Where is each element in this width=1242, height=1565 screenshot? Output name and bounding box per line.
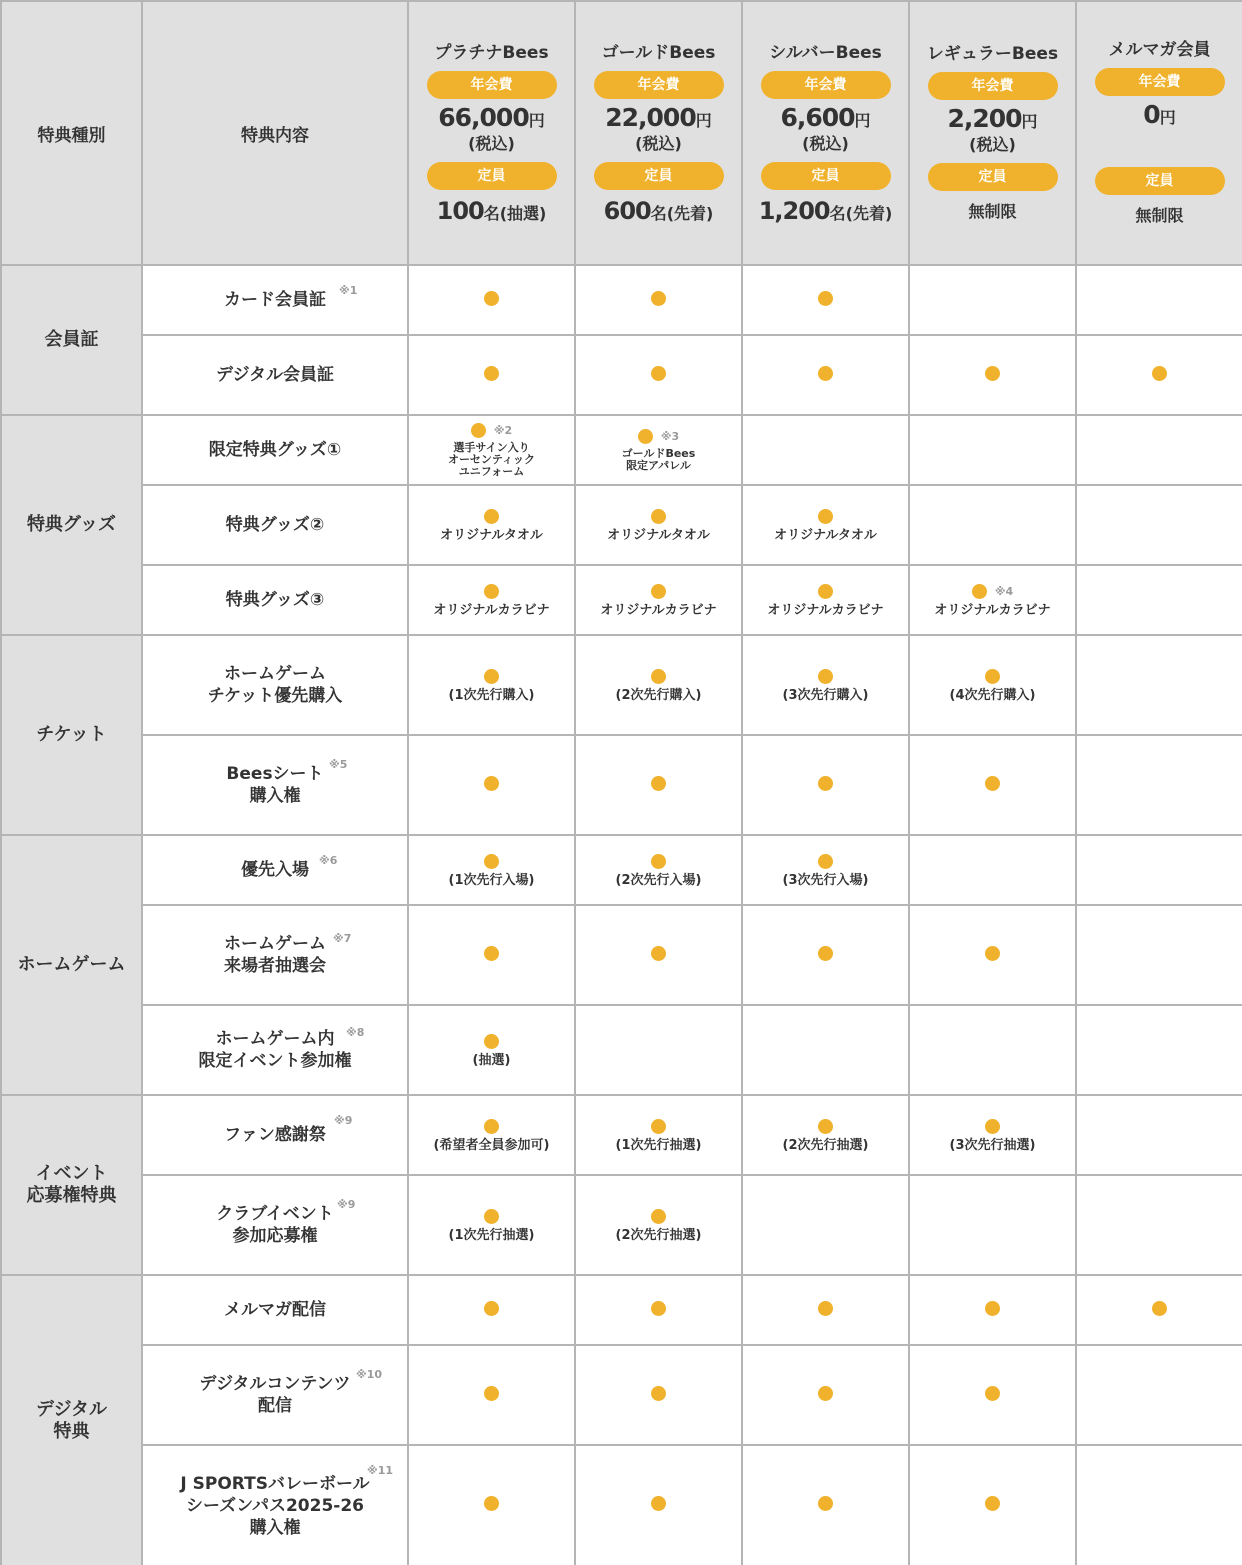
check-dot	[818, 291, 833, 306]
check-dot	[818, 946, 833, 961]
check-dot	[651, 1301, 666, 1316]
check-dot	[484, 291, 499, 306]
benefit-priority-entry: 優先入場 ※6	[142, 835, 408, 905]
check-dot	[484, 366, 499, 381]
check-dot	[484, 946, 499, 961]
plan-gold: ゴールドBees 年会費 22,000円 (税込) 定員 600名(先着)	[575, 1, 742, 265]
check-dot	[818, 584, 833, 599]
check-dot	[972, 584, 987, 599]
fee-pill: 年会費	[427, 71, 557, 99]
benefit-goods2: 特典グッズ②	[142, 485, 408, 565]
plan-platinum: プラチナBees 年会費 66,000円 (税込) 定員 100名(抽選)	[408, 1, 575, 265]
category-home: ホームゲーム	[1, 835, 142, 1095]
check-dot	[638, 429, 653, 444]
table-row	[1, 1445, 1242, 1565]
check-dot	[1152, 366, 1167, 381]
check-dot	[818, 1301, 833, 1316]
check-dot	[985, 1496, 1000, 1511]
table-row	[1, 735, 1242, 835]
check-dot	[651, 1386, 666, 1401]
check-dot	[985, 1301, 1000, 1316]
check-dot	[818, 509, 833, 524]
check-dot	[484, 584, 499, 599]
plan-silver: シルバーBees 年会費 6,600円 (税込) 定員 1,200名(先着)	[742, 1, 909, 265]
capacity-pill: 定員	[761, 162, 891, 190]
benefit-bees-seat: Beesシート 購入権 ※5	[142, 735, 408, 835]
header-row	[1, 1, 1242, 265]
benefit-goods1: 限定特典グッズ①	[142, 415, 408, 485]
fee-pill: 年会費	[761, 71, 891, 99]
table-row: 特典グッズ③ オリジナルカラビナ オリジナルカラビナ オリジナルカラビナ ※4 オリジナルカラビナ	[1, 565, 1242, 635]
check-dot	[484, 1119, 499, 1134]
capacity-pill: 定員	[1095, 167, 1225, 195]
table-row: イベント 応募権特典 ファン感謝祭 ※9 (希望者全員参加可) (1次先行抽選) (2次先行抽選) (3次先行抽選)	[1, 1095, 1242, 1175]
check-dot	[1152, 1301, 1167, 1316]
check-dot	[651, 509, 666, 524]
table-row	[1, 1275, 1242, 1345]
check-dot	[985, 669, 1000, 684]
check-dot	[651, 291, 666, 306]
check-dot	[484, 854, 499, 869]
benefit-mailmag: メルマガ配信	[142, 1275, 408, 1345]
check-dot	[484, 509, 499, 524]
check-dot	[985, 776, 1000, 791]
table-row	[1, 335, 1242, 415]
check-dot	[484, 1386, 499, 1401]
benefit-digital-card: デジタル会員証	[142, 335, 408, 415]
check-dot	[484, 1209, 499, 1224]
benefit-limited-event: ホームゲーム内 限定イベント参加権 ※8	[142, 1005, 408, 1095]
table-row	[1, 265, 1242, 335]
table-row: 特典グッズ② オリジナルタオル オリジナルタオル オリジナルタオル	[1, 485, 1242, 565]
capacity-pill: 定員	[427, 162, 557, 190]
check-dot	[471, 423, 486, 438]
check-dot	[484, 669, 499, 684]
category-digital: デジタル 特典	[1, 1275, 142, 1565]
benefit-jsports: J SPORTSバレーボール シーズンパス2025-26 購入権 ※11	[142, 1445, 408, 1565]
check-dot	[818, 366, 833, 381]
check-dot	[651, 1496, 666, 1511]
check-dot	[651, 854, 666, 869]
check-dot	[484, 776, 499, 791]
benefit-ticket-priority: ホームゲーム チケット優先購入	[142, 635, 408, 735]
check-dot	[651, 776, 666, 791]
check-dot	[818, 1119, 833, 1134]
check-dot	[985, 1386, 1000, 1401]
fee-pill: 年会費	[1095, 68, 1225, 96]
category-ticket: チケット	[1, 635, 142, 835]
category-event: イベント 応募権特典	[1, 1095, 142, 1275]
check-dot	[651, 946, 666, 961]
table-row: クラブイベント 参加応募権 ※9 (1次先行抽選) (2次先行抽選)	[1, 1175, 1242, 1275]
check-dot	[818, 669, 833, 684]
benefit-header: 特典内容	[142, 1, 408, 265]
benefit-club-event: クラブイベント 参加応募権 ※9	[142, 1175, 408, 1275]
check-dot	[985, 366, 1000, 381]
plan-regular: レギュラーBees 年会費 2,200円 (税込) 定員 無制限	[909, 1, 1076, 265]
check-dot	[484, 1034, 499, 1049]
check-dot	[651, 669, 666, 684]
benefit-lottery: ホームゲーム 来場者抽選会 ※7	[142, 905, 408, 1005]
check-dot	[818, 1386, 833, 1401]
check-dot	[651, 1209, 666, 1224]
table-row: 特典グッズ 限定特典グッズ① ※2 選手サイン入り オーセンティック ユニフォーム ※3 ゴールドBees 限定アパレル	[1, 415, 1242, 485]
check-dot	[484, 1301, 499, 1316]
benefit-digital-contents: デジタルコンテンツ 配信 ※10	[142, 1345, 408, 1445]
table-row: ホームゲーム 優先入場 ※6 (1次先行入場) (2次先行入場) (3次先行入場)	[1, 835, 1242, 905]
check-dot	[985, 946, 1000, 961]
benefit-fan-fest: ファン感謝祭 ※9	[142, 1095, 408, 1175]
category-goods: 特典グッズ	[1, 415, 142, 635]
check-dot	[651, 366, 666, 381]
check-dot	[651, 1119, 666, 1134]
check-dot	[818, 854, 833, 869]
table-row	[1, 905, 1242, 1005]
check-dot	[651, 584, 666, 599]
check-dot	[985, 1119, 1000, 1134]
plan-mailmag: メルマガ会員 年会費 0円 定員 無制限	[1076, 1, 1242, 265]
check-dot	[484, 1496, 499, 1511]
table-row	[1, 1345, 1242, 1445]
capacity-pill: 定員	[594, 162, 724, 190]
fee-pill: 年会費	[928, 72, 1058, 100]
category-membership: 会員証	[1, 265, 142, 415]
table-row: ホームゲーム内 限定イベント参加権 ※8 (抽選)	[1, 1005, 1242, 1095]
check-dot	[818, 1496, 833, 1511]
category-header: 特典種別	[1, 1, 142, 265]
capacity-pill: 定員	[928, 163, 1058, 191]
fee-pill: 年会費	[594, 71, 724, 99]
table-row: チケット ホームゲーム チケット優先購入 (1次先行購入) (2次先行購入) (3次先行購入) (4次先行購入)	[1, 635, 1242, 735]
check-dot	[818, 776, 833, 791]
benefit-card: カード会員証 ※1	[142, 265, 408, 335]
benefit-goods3: 特典グッズ③	[142, 565, 408, 635]
